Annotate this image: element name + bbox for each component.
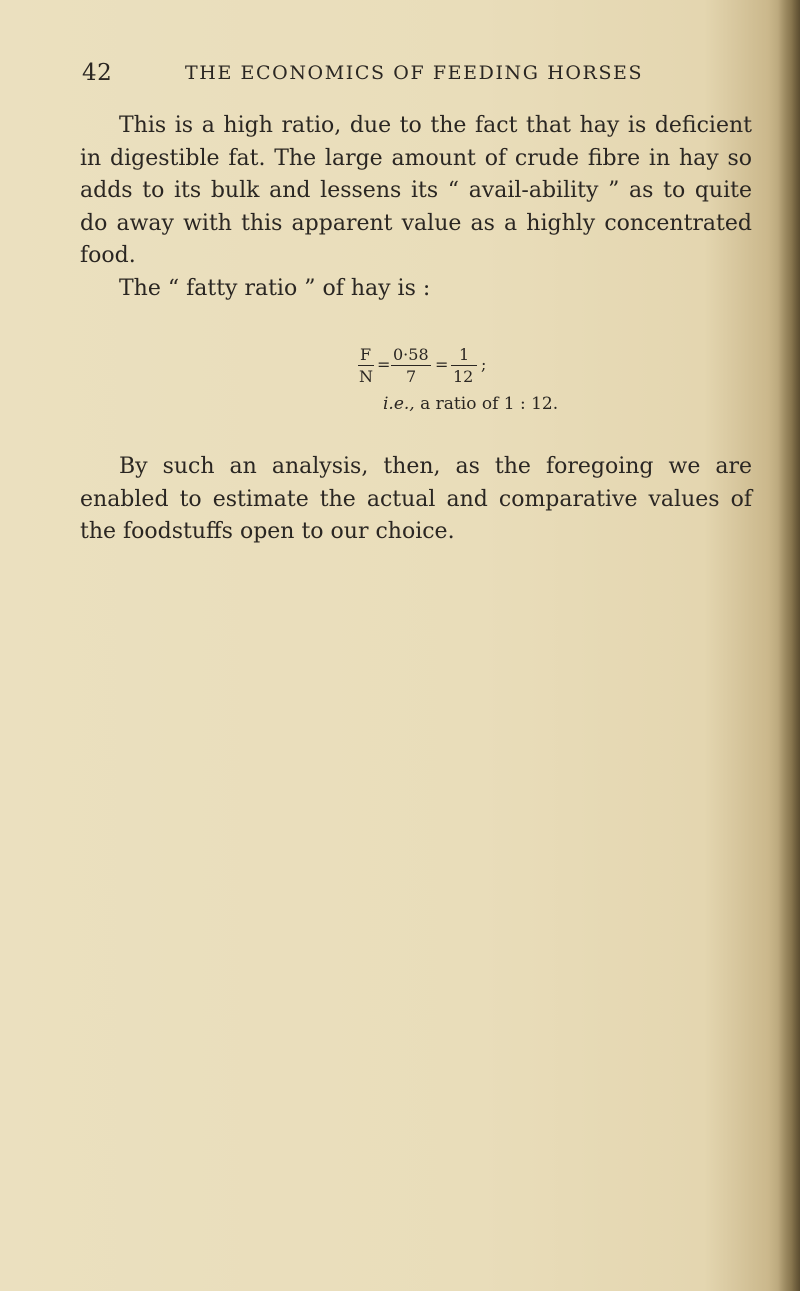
page-edge-shadow <box>778 0 800 1291</box>
page-number: 42 <box>82 60 113 86</box>
closing-text <box>80 451 752 549</box>
paragraph-closing: By such an analysis, then, as the foregoing we are enabled to estimate the actual and comparative values of the foodstuffs open to our choice. <box>80 454 752 544</box>
formula-f: F <box>360 345 372 364</box>
formula-equals-2: = <box>435 355 449 374</box>
formula-equals-1: = <box>377 355 391 374</box>
formula-rule-left <box>358 365 374 366</box>
paragraph-fatty-ratio-intro: The “ fatty ratio ” of hay is : <box>119 275 431 301</box>
formula-12: 12 <box>453 367 474 386</box>
body-text <box>80 110 752 305</box>
formula-1: 1 <box>459 345 470 364</box>
running-head <box>82 60 742 96</box>
formula-rule-middle <box>391 365 431 366</box>
formula-semicolon: ; <box>481 355 487 374</box>
ratio-note-text: a ratio of 1 : 12. <box>420 394 559 414</box>
fatty-ratio-formula <box>358 345 498 395</box>
ratio-note <box>383 394 558 414</box>
paragraph-hay-ratio: This is a high ratio, due to the fact that hay is deficient in digestible fat. The large amount of crude fibre in hay so adds to its bulk and lessens its “ avail-ability ” as to quite do away with this apparent value as a highly concentrated food. <box>80 113 752 268</box>
running-title: THE ECONOMICS OF FEEDING HORSES <box>185 62 644 84</box>
formula-n: N <box>359 367 373 386</box>
ratio-note-ie: i.e., <box>383 394 415 414</box>
formula-058: 0·58 <box>393 345 429 364</box>
formula-rule-right <box>451 365 477 366</box>
formula-7: 7 <box>406 367 417 386</box>
